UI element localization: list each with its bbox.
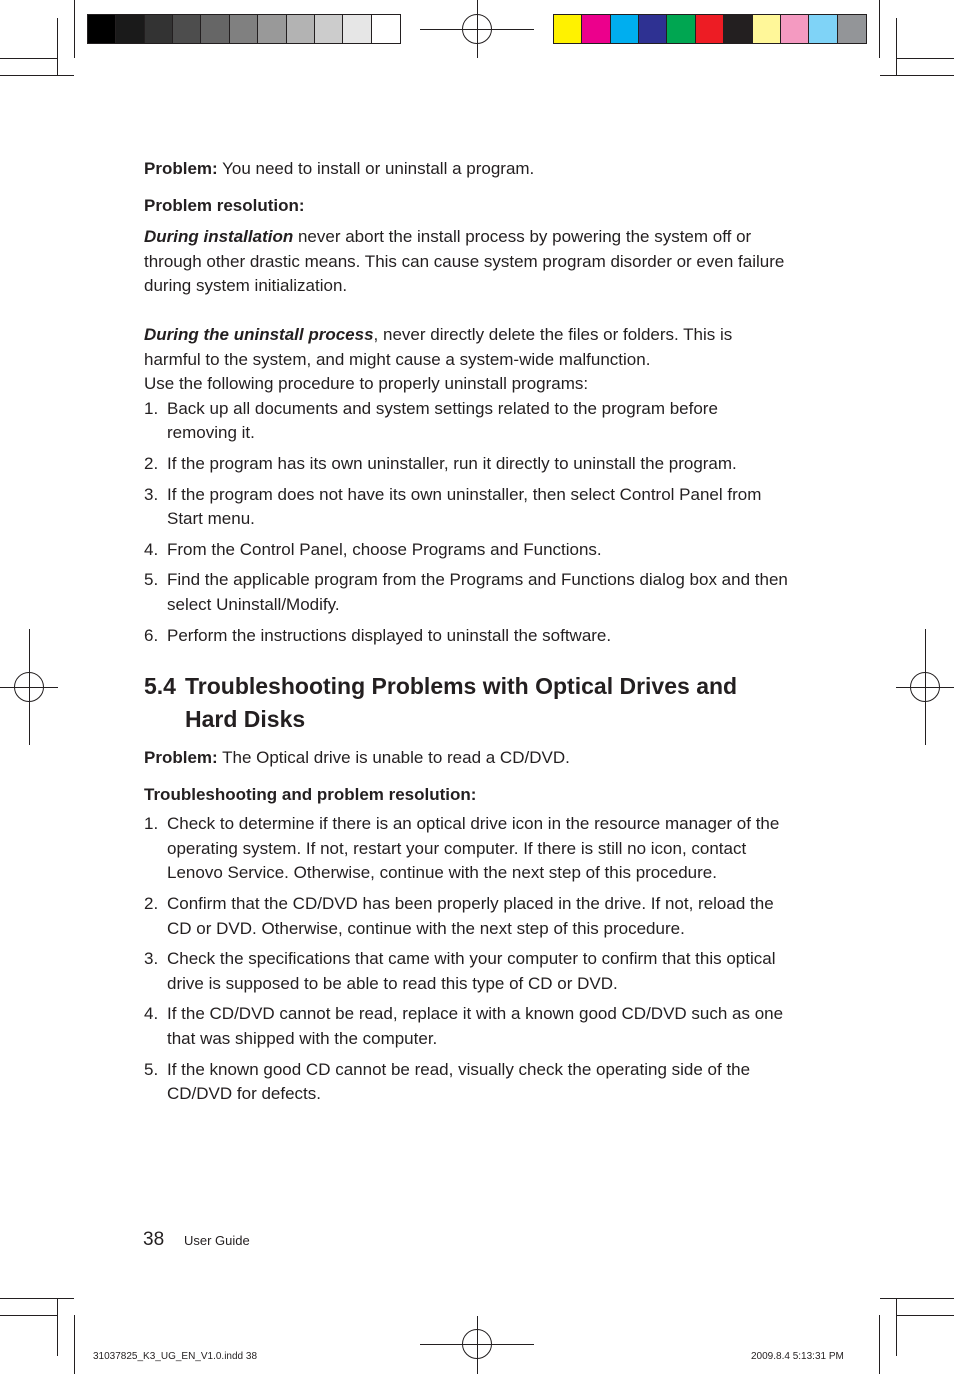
color-swatch bbox=[611, 15, 639, 43]
list-item bbox=[144, 892, 789, 941]
color-swatch bbox=[696, 15, 724, 43]
crop-mark bbox=[896, 18, 897, 76]
list-item bbox=[144, 452, 789, 477]
uninstall-emphasis: During the uninstall process bbox=[144, 324, 374, 344]
registration-mark bbox=[14, 672, 44, 702]
crop-mark bbox=[879, 1315, 880, 1374]
problem-statement-2 bbox=[144, 746, 789, 771]
color-swatch bbox=[582, 15, 610, 43]
procedure-intro: Use the following procedure to properly uninstall programs: bbox=[144, 374, 589, 394]
list-item-text: Perform the instructions displayed to uninstall the software. bbox=[167, 625, 612, 645]
list-item-text: If the program has its own uninstaller, run it directly to uninstall the program. bbox=[167, 453, 737, 473]
section-title: Troubleshooting Problems with Optical Drives and Hard Disks bbox=[185, 673, 738, 733]
crop-mark bbox=[896, 1298, 897, 1356]
list-item-number: 2. bbox=[144, 894, 159, 914]
crop-mark bbox=[879, 0, 880, 58]
registration-mark bbox=[910, 672, 940, 702]
page-number: 38 bbox=[143, 1229, 165, 1250]
list-item bbox=[144, 568, 789, 617]
list-item-number: 2. bbox=[144, 453, 159, 473]
color-swatch bbox=[258, 15, 286, 43]
slug-file-info: 31037825_K3_UG_EN_V1.0.indd 38 bbox=[93, 1351, 258, 1362]
color-swatch bbox=[173, 15, 201, 43]
crop-mark bbox=[0, 75, 74, 76]
color-swatch bbox=[201, 15, 229, 43]
problem-text-2: The Optical drive is unable to read a CD/DVD. bbox=[217, 748, 570, 768]
install-paragraph bbox=[144, 225, 789, 299]
problem-label: Problem: bbox=[144, 159, 218, 178]
color-calibration-bar bbox=[553, 14, 867, 44]
crop-mark bbox=[880, 75, 954, 76]
color-swatch bbox=[554, 15, 582, 43]
list-item-text: Find the applicable program from the Programs and Functions dialog box and then select Uninstall/Modify. bbox=[167, 570, 788, 614]
color-swatch bbox=[88, 15, 116, 43]
section-heading bbox=[144, 670, 789, 736]
list-item-text: Confirm that the CD/DVD has been properly placed in the drive. If not, reload the CD or DVD. Otherwise, continue with the next step of this procedure. bbox=[167, 894, 774, 938]
list-item-text: From the Control Panel, choose Programs and Functions. bbox=[167, 539, 602, 559]
list-item bbox=[144, 1002, 789, 1051]
crop-mark bbox=[0, 58, 58, 59]
list-item-number: 1. bbox=[144, 398, 159, 418]
color-swatch bbox=[343, 15, 371, 43]
grayscale-calibration-bar bbox=[87, 14, 401, 44]
list-item-text: If the program does not have its own uninstaller, then select Control Panel from Start menu. bbox=[167, 484, 762, 529]
color-swatch bbox=[753, 15, 781, 43]
crop-mark bbox=[0, 1315, 58, 1316]
registration-mark bbox=[462, 1329, 492, 1359]
registration-mark bbox=[462, 14, 492, 44]
crop-mark bbox=[74, 0, 75, 58]
list-item-number: 1. bbox=[144, 814, 159, 834]
list-item-number: 4. bbox=[144, 539, 159, 559]
color-swatch bbox=[372, 15, 400, 43]
slug-date-info: 2009.8.4 5:13:31 PM bbox=[751, 1351, 844, 1362]
install-text: never abort the install process by powering the system off or through other drastic means. This can cause system program disorder or even failure during system initialization. bbox=[144, 227, 785, 296]
color-swatch bbox=[724, 15, 752, 43]
list-item-number: 6. bbox=[144, 625, 159, 645]
section-number: 5.4 bbox=[144, 673, 176, 700]
uninstall-paragraph bbox=[144, 323, 789, 372]
problem-text: You need to install or uninstall a program. bbox=[217, 159, 535, 178]
list-item bbox=[144, 538, 789, 563]
list-item-text: If the known good CD cannot be read, visually check the operating side of the CD/DVD for defects. bbox=[167, 1059, 751, 1104]
optical-steps-list bbox=[144, 812, 789, 1107]
color-swatch bbox=[781, 15, 809, 43]
crop-mark bbox=[74, 1315, 75, 1374]
color-swatch bbox=[287, 15, 315, 43]
list-item-number: 5. bbox=[144, 570, 159, 590]
color-swatch bbox=[809, 15, 837, 43]
color-swatch bbox=[116, 15, 144, 43]
list-item-number: 3. bbox=[144, 484, 159, 504]
color-swatch bbox=[145, 15, 173, 43]
uninstall-steps-list bbox=[144, 397, 789, 648]
list-item-text: Check the specifications that came with your computer to confirm that this optical drive is supposed to be able to read this type of CD or DVD. bbox=[167, 949, 776, 993]
crop-mark bbox=[57, 18, 58, 76]
crop-mark bbox=[896, 1315, 954, 1316]
color-swatch bbox=[230, 15, 258, 43]
list-item bbox=[144, 624, 789, 649]
list-item bbox=[144, 483, 789, 532]
problem-statement bbox=[144, 157, 789, 182]
list-item bbox=[144, 397, 789, 446]
list-item-number: 3. bbox=[144, 949, 159, 969]
list-item-number: 5. bbox=[144, 1059, 159, 1079]
color-swatch bbox=[639, 15, 667, 43]
list-item-text: Back up all documents and system settings related to the program before removing it. bbox=[167, 398, 718, 443]
color-swatch bbox=[315, 15, 343, 43]
troubleshooting-heading: Troubleshooting and problem resolution: bbox=[144, 784, 477, 804]
color-swatch bbox=[838, 15, 866, 43]
crop-mark bbox=[57, 1298, 58, 1356]
uninstall-text: , never directly delete the files or folders. This is harmful to the system, and might cause a system-wide malfunction. bbox=[144, 324, 733, 369]
resolution-heading: Problem resolution: bbox=[144, 195, 305, 215]
crop-mark bbox=[896, 58, 954, 59]
crop-mark bbox=[880, 1298, 954, 1299]
color-swatch bbox=[667, 15, 695, 43]
page-content bbox=[144, 157, 789, 1107]
list-item-number: 4. bbox=[144, 1004, 159, 1024]
problem-label-2: Problem: bbox=[144, 748, 218, 768]
install-emphasis: During installation bbox=[144, 227, 294, 247]
guide-label: User Guide bbox=[184, 1233, 250, 1248]
list-item-text: If the CD/DVD cannot be read, replace it with a known good CD/DVD such as one that was shipped with the computer. bbox=[167, 1004, 784, 1049]
list-item-text: Check to determine if there is an optical drive icon in the resource manager of the operating system. If not, restart your computer. If there is still no icon, contact Lenovo Service. Otherwise, continue with the next step of this procedure. bbox=[167, 814, 780, 883]
list-item bbox=[144, 1058, 789, 1107]
crop-mark bbox=[0, 1298, 74, 1299]
list-item bbox=[144, 812, 789, 886]
list-item bbox=[144, 947, 789, 996]
